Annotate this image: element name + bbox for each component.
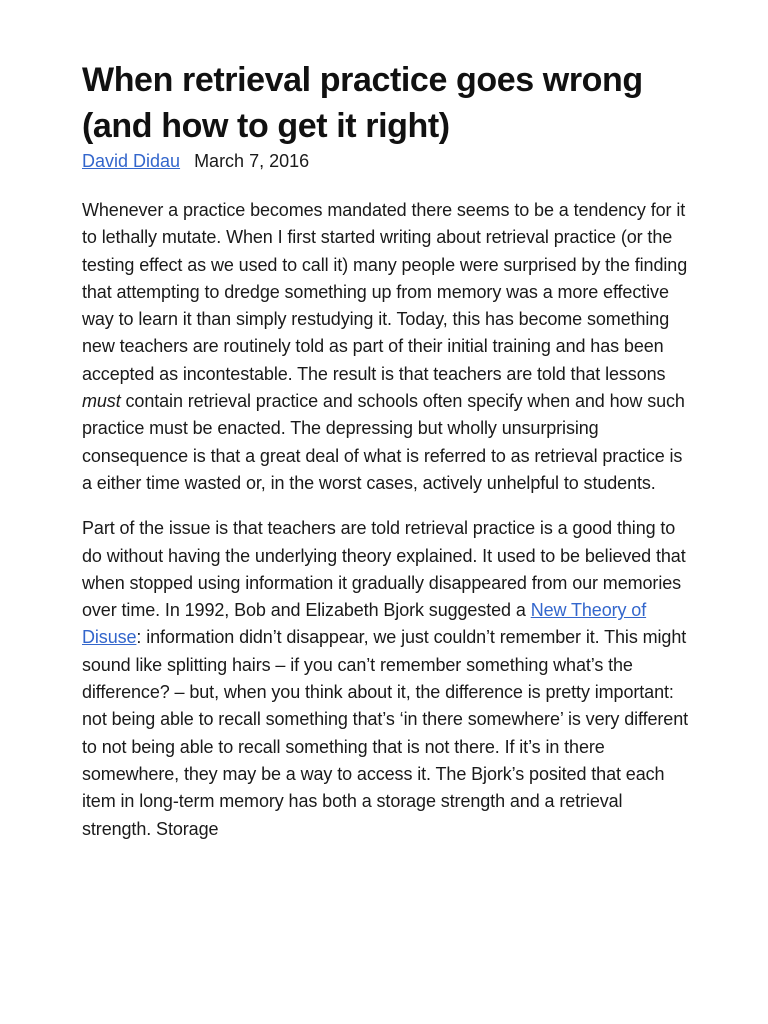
byline xyxy=(82,149,688,179)
paragraph-1-text-a: Whenever a practice becomes mandated there seems to be a tendency for it to lethally mutate. When I first started writing about retrieval practice (or the testing effect as we used to call it) many people were surprised by the finding that attempting to dredge something up from memory was a more effective way to learn it than simply restudying it. Today, this has become something new teachers are routinely told as part of their initial training and has been accepted as incontestable. The result is that teachers are told that lessons xyxy=(82,200,688,384)
emphasis-must: must xyxy=(82,391,121,412)
article xyxy=(82,57,688,861)
author-link[interactable]: David Didau xyxy=(82,151,181,171)
article-title: When retrieval practice goes wrong (and how to get it right) xyxy=(82,61,643,145)
paragraph-2 xyxy=(82,515,688,843)
publish-date: March 7, 2016 xyxy=(194,151,310,171)
new-theory-of-disuse-link[interactable]: New Theory of Disuse xyxy=(82,600,647,648)
paragraph-1 xyxy=(82,197,688,497)
paragraph-2-text-a: Part of the issue is that teachers are told retrieval practice is a good thing to do without having the underlying theory explained. It used to be believed that when stopped using information it gradually disappeared from our memories over time. In 1992, Bob and Elizabeth Bjork suggested a xyxy=(82,518,686,621)
paragraph-2-text-b: : information didn’t disappear, we just couldn’t remember it. This might sound like splitting hairs – if you can’t remember something what’s the difference? – but, when you think about it, the difference is pretty important: not being able to recall something that’s ‘in there somewhere’ is very different to not being able to recall something that is not there. If it’s in there somewhere, they may be a way to access it. The Bjork’s posited that each item in long-term memory has both a storage strength and a retrieval strength. Storage xyxy=(82,627,689,839)
paragraph-1-text-b: contain retrieval practice and schools often specify when and how such practice must be enacted. The depressing but wholly unsurprising consequence is that a great deal of what is referred to as retrieval practice is a either time wasted or, in the worst cases, actively unhelpful to students. xyxy=(82,391,685,493)
